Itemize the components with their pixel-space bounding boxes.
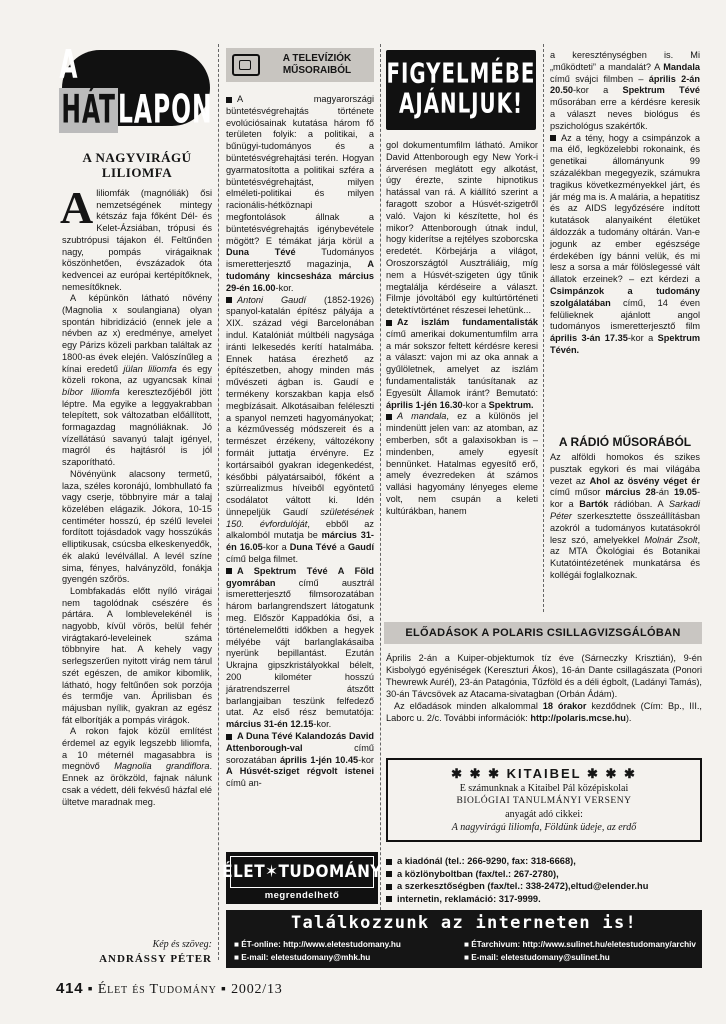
a-hatlapon-logo xyxy=(59,43,213,133)
paragraph-text: -kor a xyxy=(550,487,700,510)
kitaibel-box xyxy=(386,758,702,842)
order-line xyxy=(386,855,702,868)
column-divider xyxy=(380,44,381,960)
credit-label: Kép és szöveg: xyxy=(152,939,212,950)
bold-text: március 31-én 16.05 xyxy=(226,530,374,553)
paragraph-text: című svájci filmben – xyxy=(550,73,649,84)
italic-name: bíbor liliomfa xyxy=(62,386,120,397)
paragraph-text: . Ennek az örökzöld, fajnak nálunk csak a védett, déli fekvésű házfal elé ültetve maradnak meg. xyxy=(62,761,212,807)
paragraph-text: A magyarországi büntetésvégrehajtás története evolúciósainak kutatása három fő területen folyik: a politikai, a bűnügyi-tudományos és a büntetésvégrehajtási terén. Hogyan gyarmatosította a politikai szféra a büntetésvégrehajtást, milyen elméleti-politikai és milyen racionális-hétköznapi megfontolások állnak a büntetésvégrehajtás igénybevétele mögött? E témákat járja körül a xyxy=(226,94,374,246)
paragraph-text: címû an- xyxy=(226,778,262,789)
polaris-header: ELŐADÁSOK A POLARIS CSILLAGVIZSGÁLÓBAN xyxy=(384,622,702,644)
bold-text: március 31-én 12.15 xyxy=(226,719,314,730)
article-body xyxy=(60,182,212,808)
paragraph-text: műsorában erre a kérdésre keresik a választ neves biológus és pszichológus szakértők. xyxy=(550,97,700,131)
paragraph-text: -án xyxy=(655,487,674,498)
paragraph-text: (1852-1926) spanyol-katalán építész pályája a XIX. század végi Barcelonában indul. Katalóniát múltbéli nagysága iránti lelkesedés kerítí hatalmába. Ennek hatása érezhető az építészetben, ahogy minden más művészeti ágban is. Gaudí e termékeny korszakban kapja első megbízásait. Alkotásaiban feléleszti a spanyol nemzeti hagyományokat; a kézművesség módszereit és a természet érzékeny, változékony formáit juttatja érvényre. Ez kortársaiból gyakran idegenkedést, későbbi pályatársaiból, főként a szürrealizmus híveiből egyöntetű csodálatot váltott ki. Idén ünnepeljük Gaudí xyxy=(226,294,374,517)
bold-text: 18 órakor xyxy=(542,701,587,712)
article-paragraph: Lombfakadás előtt nyíló virágai nem tagolódnak csészére és pártára. A lomblevelekénél is nagyobb, kívül vörös, belül fehér virágtakaró-leveleinek száma többnyire hat. A kehely vagy serlegszerűen nyitott virág nem tárul szét egészen, de amikor kibomlik, látható, hogy feltűnően sok porzója és termője van. Áprilisban és májusban nyílik, gyakran az egész fát elborítják a pompás virágok. xyxy=(62,585,212,725)
order-line xyxy=(386,893,702,906)
page-footer xyxy=(56,980,456,998)
bold-text: 19.05 xyxy=(673,487,697,498)
issue-number: 2002/13 xyxy=(231,982,283,997)
bold-text: Gaudí xyxy=(347,542,375,553)
italic-name: Magnolia grandiflora xyxy=(114,761,210,772)
recommendation-item: gol dokumentumfilm látható. Amikor David Attenborough egy New York-i árverésen meglátott egy alkotást, úgy érezte, szinte hipnotikus hatással van rá. A kiállító szerint a faragott szobor a Húsvét-szigetről való. Vajon ki készítette, hol és mikor? Attenborough útnak indul, hogy kiderítse a rejtélyes szoborcska eredetét. Körbejárja a világot, Oroszországtól Ausztráliáig, míg nem a Húsvét-szigeten úgy tűnik megtalálja kérdéseire a választ. Filmje jóvoltából egy kultúrtörténeti detektívtörténet részesei lehetünk... xyxy=(386,140,538,316)
stars-icon: ✱ ✱ ✱ xyxy=(451,766,501,781)
order-text: a közlönyboltban (fax/tel.: 267-2780), xyxy=(397,868,559,879)
paragraph-text: ). xyxy=(625,713,632,724)
et-archivum-link[interactable]: ■ ÉTarchivum: http://www.sulinet.hu/eletestudomany/archiv xyxy=(464,940,696,949)
paragraph-text: -kor a xyxy=(462,399,489,410)
kitaibel-line: E számunknak a Kitaibel Pál középiskolai xyxy=(459,783,629,794)
recommendation-item xyxy=(550,133,700,357)
bold-text: A Spektrum Tévé A Föld gyomrában xyxy=(226,565,374,588)
radio-section-body xyxy=(550,452,700,582)
recommendations-body xyxy=(386,140,538,518)
paragraph-text: című sorozatában xyxy=(226,742,374,765)
bold-text: Csimpánzok a tudomány szolgálatában xyxy=(550,285,700,308)
drop-cap: A xyxy=(60,182,94,233)
paragraph-text: című belga filmet. xyxy=(226,554,298,565)
tv-item xyxy=(226,295,374,566)
italic-name: Molnár Zsolt xyxy=(644,534,698,545)
paragraph-text: Az alföldi homokos és szikes pusztak egykori és mai világába vezet az xyxy=(550,452,700,486)
kitaibel-line: anyagát adó cikkei: xyxy=(505,809,583,820)
paragraph-text: A rokon fajok közül említést érdemel az egyik legszebb liliomfa, a 10 méternél magasabbra is megnövő xyxy=(62,726,212,772)
internet-banner xyxy=(226,910,702,968)
polaris-body xyxy=(386,652,702,725)
separator: ▪ xyxy=(87,982,94,997)
kitaibel-heading xyxy=(388,766,700,782)
stars-icon: ✱ ✱ ✱ xyxy=(587,766,637,781)
credit-name: ANDRÁSSY PÉTER xyxy=(99,953,212,965)
paragraph-text: a xyxy=(336,542,348,553)
tv-section-header xyxy=(226,48,374,82)
paragraph-text: liliomfák (magnóliák) ősi nemzetségének mintegy kétszáz faja főként Dél- és Kelet-Ázsiában, trópusi és szubtrópusi tájakon él. Feltűnően nagy, pompás virágaiknak köszönhetően, évszázadok óta kedvencei az európai kertépítőknek, nemesítőknek. xyxy=(62,188,212,292)
elet-tudomany-logo xyxy=(222,852,382,904)
bold-text: Spektrum Tévé xyxy=(622,85,700,96)
et-online-link[interactable]: ■ ÉT-online: http://www.eletestudomany.hu xyxy=(234,940,401,949)
bold-text: április 1-jén 16.30 xyxy=(386,399,463,410)
email-link-sulinet[interactable]: ■ E-mail: eletestudomany@sulinet.hu xyxy=(464,953,610,962)
tv-header-line1: A TELEVÍZIÓK xyxy=(282,53,352,64)
kitaibel-title: KITAIBEL xyxy=(506,766,582,781)
italic-name: Antoni Gaudí xyxy=(237,294,307,305)
article-paragraph: Növényünk alacsony termetű, laza, széles koronájú, lombhullató fa vagy cserje, többnyire már a talaj közelében elágazik. Jókora, 10-15 centiméter hosszú, ép szélű levelei fordított tojásdadok vagy hosszúkás elliptikusak, csúcsba elkeskenyedők, ék alakú levélvállal. A levél színe sima, fényes, halványzöld, fonákja gyengén szőrös. xyxy=(62,468,212,585)
bold-text: Spektrum. xyxy=(488,399,534,410)
logo-subtitle: megrendelhető xyxy=(264,890,340,901)
paragraph-text: -kor. xyxy=(313,719,332,730)
article-paragraph xyxy=(62,293,212,469)
logo-text: ÉLET✶TUDOMÁNY xyxy=(230,856,374,888)
recommendation-item xyxy=(386,317,538,411)
article-title-line2: LILIOMFA xyxy=(101,165,173,180)
figyel-line2: AJÁNLJUK! xyxy=(399,88,523,120)
paragraph-text: című, 14 éven felülieknek ajánlott angol tudományos ismeretterjesztő film xyxy=(550,297,700,332)
paragraph-text: , ebből az alkalomból mutatja be xyxy=(226,518,374,541)
logo-text-a: A xyxy=(59,43,79,88)
paragraph-text: A képünkön látható növény (Magnolia x soulangiana) olyan spontán hibridizáció (ennek jele a névben az x) eredménye, amelyet egy Párizs közeli parkban találtak az 1800-as évek elején. Valószínűleg a kínai eredetű xyxy=(62,293,212,374)
paragraph-text: -kor a xyxy=(262,542,290,553)
bold-text: április 2-án 20.50 xyxy=(550,73,700,96)
radio-section-header: A RÁDIÓ MŰSORÁBÓL xyxy=(558,435,692,449)
ordering-info xyxy=(386,855,702,905)
bold-text: április 1-jén 10.45 xyxy=(279,754,359,765)
bold-text: A Duna Tévé Kalandozás David Attenborough-val xyxy=(226,731,374,753)
figyel-line1: FIGYELMÉBE xyxy=(386,58,536,90)
subscription-ad xyxy=(222,852,702,970)
bold-text: A tudomány kincsesháza március 29-én 16.00 xyxy=(226,259,374,293)
paragraph-text: -kor. xyxy=(275,282,294,293)
bold-text: Spektrum Tévén. xyxy=(550,333,700,355)
tv-item xyxy=(226,731,374,790)
article-title xyxy=(62,150,212,180)
paragraph-text: a kereszténységben is. Mi „működteti” a mandalát? A xyxy=(550,50,700,72)
article-title-line1: A NAGYVIRÁGÚ xyxy=(82,150,192,165)
paragraph-text: Az előadások minden alkalommal xyxy=(394,701,543,712)
paragraph-text: kezdődnek (Cím: Bp., III., Laborc u. 2/c. További információk: xyxy=(386,701,702,724)
paragraph-text: -kor a xyxy=(627,333,658,344)
bold-text: Mandala xyxy=(663,61,700,72)
bold-text: április 3-án 17.35 xyxy=(550,333,628,344)
paragraph-text: című műsor xyxy=(550,487,606,498)
paragraph-text: című ausztrál ismeretterjesztő filmsorozatában három barlangrendszert látogatunk meg. Először Kappadókia ősi, a történelemelőtti időkben a hegyek mélyébe vájt barlanglakásaiba nyerünk bepillantást. Ezután Ukrajna gipszkristályokkal bélelt, 200 kilométer hosszú járatrendszerrel átszőtt barlangjaiban teszünk felfedező utat. Az első rész bemutatója: xyxy=(226,577,374,718)
recommendations-continued xyxy=(550,50,700,357)
kitaibel-line: A nagyvirágú liliomfa, Földünk üdeje, az erdő xyxy=(451,822,637,833)
italic-name: Sarkadi Péter xyxy=(550,499,700,521)
journal-name: Élet és Tudomány xyxy=(97,982,217,997)
order-line xyxy=(386,880,702,893)
column-divider xyxy=(543,44,544,612)
figyelmebe-ajanljuk-logo xyxy=(386,50,536,130)
tv-section-body xyxy=(226,94,374,790)
order-text: a szerkesztőségben (fax/tel.: 338-2472),eltud@elender.hu xyxy=(397,881,649,892)
order-text: internetin, reklamáció: 317-9999. xyxy=(397,893,541,904)
bold-text: Az iszlám fundamentalisták xyxy=(397,316,538,327)
tv-header-line2: MŰSORAIBÓL xyxy=(282,65,352,76)
bold-text: Bartók xyxy=(579,499,609,510)
polaris-info xyxy=(386,700,702,724)
bold-text: március 28 xyxy=(605,487,656,498)
paragraph-text: , ez a különös jel mindenütt jelen van: az atomban, az emberben, sőt a galaxisokban is – mindenben, amely egyesít bennünket. Hatalmas egyesítő erő, amely évezredeken át számos vallási hagyomány lényeges eleme volt, nem csupán a keleti kultúrákban, hanem xyxy=(386,411,539,516)
paragraph-text: és egy közeli rokona, az ugyancsak kínai xyxy=(62,363,212,386)
tv-item xyxy=(226,566,374,731)
italic-text: születésének 150. évfordulóját xyxy=(226,506,374,529)
paragraph-text: című amerikai dokumentumfilm arra a már sokszor feltett kérdésre keresi a választ: vajon mi az oka annak a gyűlöletnek, amelyet az iszlám fundamentalisták tanúsítanak az Egyesült Államok iránt? Bemutató: xyxy=(386,328,538,398)
logo-text-hat: HÁT xyxy=(61,88,117,133)
paragraph-text: -kor xyxy=(358,754,374,765)
paragraph-text: rádióban. A xyxy=(608,499,669,510)
paragraph-text: Tudományos ismeretterjesztő magazinja, xyxy=(226,247,374,270)
paragraph-text: -kor a xyxy=(573,85,623,96)
polaris-schedule: Április 2-án a Kuiper-objektumok tíz éve (Sárneczky Krisztián), 9-én Kisbolygó egyéniségek (Kereszturi Ákos), 16-án Dante csillagászata (Ponori Thewrewk Aurél), 23-án Patagónia, Tűzföld és a déli égbolt, (Ladányi Tamás), 30-án Távcsövek az Atacama-sivatagban (Orbán Ádám). xyxy=(386,653,702,700)
bold-text: A Húsvét-sziget régvolt istenei xyxy=(226,766,374,777)
paragraph-text: Az a tény, hogy a csimpánzok a ma élő, legközelebbi rokonaink, és genetikai állományunk 99 százalékban megegyezik, számukra tragikus következményekkel járt, és jár még ma is. A malária, a hepatitisz és az AIDS legyőzésére indított kutatások alanyaiként életüket áldozzák a tudomány oltárán. Van-e jogunk az ember egészsége érdekében így bánni velük, és mi lesz a sorsa a már fölöslegessé vált állatok erzeinek? – ezt kérdezi a xyxy=(550,132,700,285)
page-number: 414 xyxy=(56,980,84,997)
bold-text: Duna Tévé xyxy=(226,247,296,258)
recommendation-item xyxy=(386,411,538,517)
email-link-mhk[interactable]: ■ E-mail: eletestudomany@mhk.hu xyxy=(234,953,371,962)
order-text: a kiadónál (tel.: 266-9290, fax: 318-6668), xyxy=(397,856,576,866)
article-paragraph xyxy=(62,726,212,808)
logo-text-lapon: LAPON xyxy=(118,88,213,133)
separator: ▪ xyxy=(221,982,227,997)
paragraph-text: keresztezőjéből jött léptre. Ma egyike a leggyakrabban telepített, sok változatban előállított, formagazdag magnóliáknak. Jó vízellátású savanyú talajt igényel, magról és hajtásról is jól szaporítható. xyxy=(62,386,212,468)
polaris-link[interactable]: http://polaris.mcse.hu xyxy=(530,713,626,724)
article-credit xyxy=(62,938,212,967)
italic-name: A mandala xyxy=(397,411,447,422)
paragraph-text: szerkesztette összeállításban azokról a tudományos kutatásokról lesz szó, amelyekkel xyxy=(550,510,700,545)
bold-text: Ahol az ösvény véget ér xyxy=(589,475,700,486)
italic-name: jülan liliomfa xyxy=(123,363,177,374)
column-divider xyxy=(218,44,219,960)
banner-headline: Találkozzunk az interneten is! xyxy=(290,913,638,933)
bold-text: Duna Tévé xyxy=(289,542,337,553)
tv-icon xyxy=(232,54,260,76)
paragraph-text: , az MTA Ökológiai és Botanikai Kutatóintézetének munkatársa és kollégái foglalkoznak. xyxy=(550,534,701,580)
tv-item xyxy=(226,94,374,295)
order-line xyxy=(386,868,702,881)
article-paragraph xyxy=(60,182,212,293)
kitaibel-line: BIOLÓGIAI TANULMÁNYI VERSENY xyxy=(456,796,632,806)
recommendation-item xyxy=(550,50,700,133)
